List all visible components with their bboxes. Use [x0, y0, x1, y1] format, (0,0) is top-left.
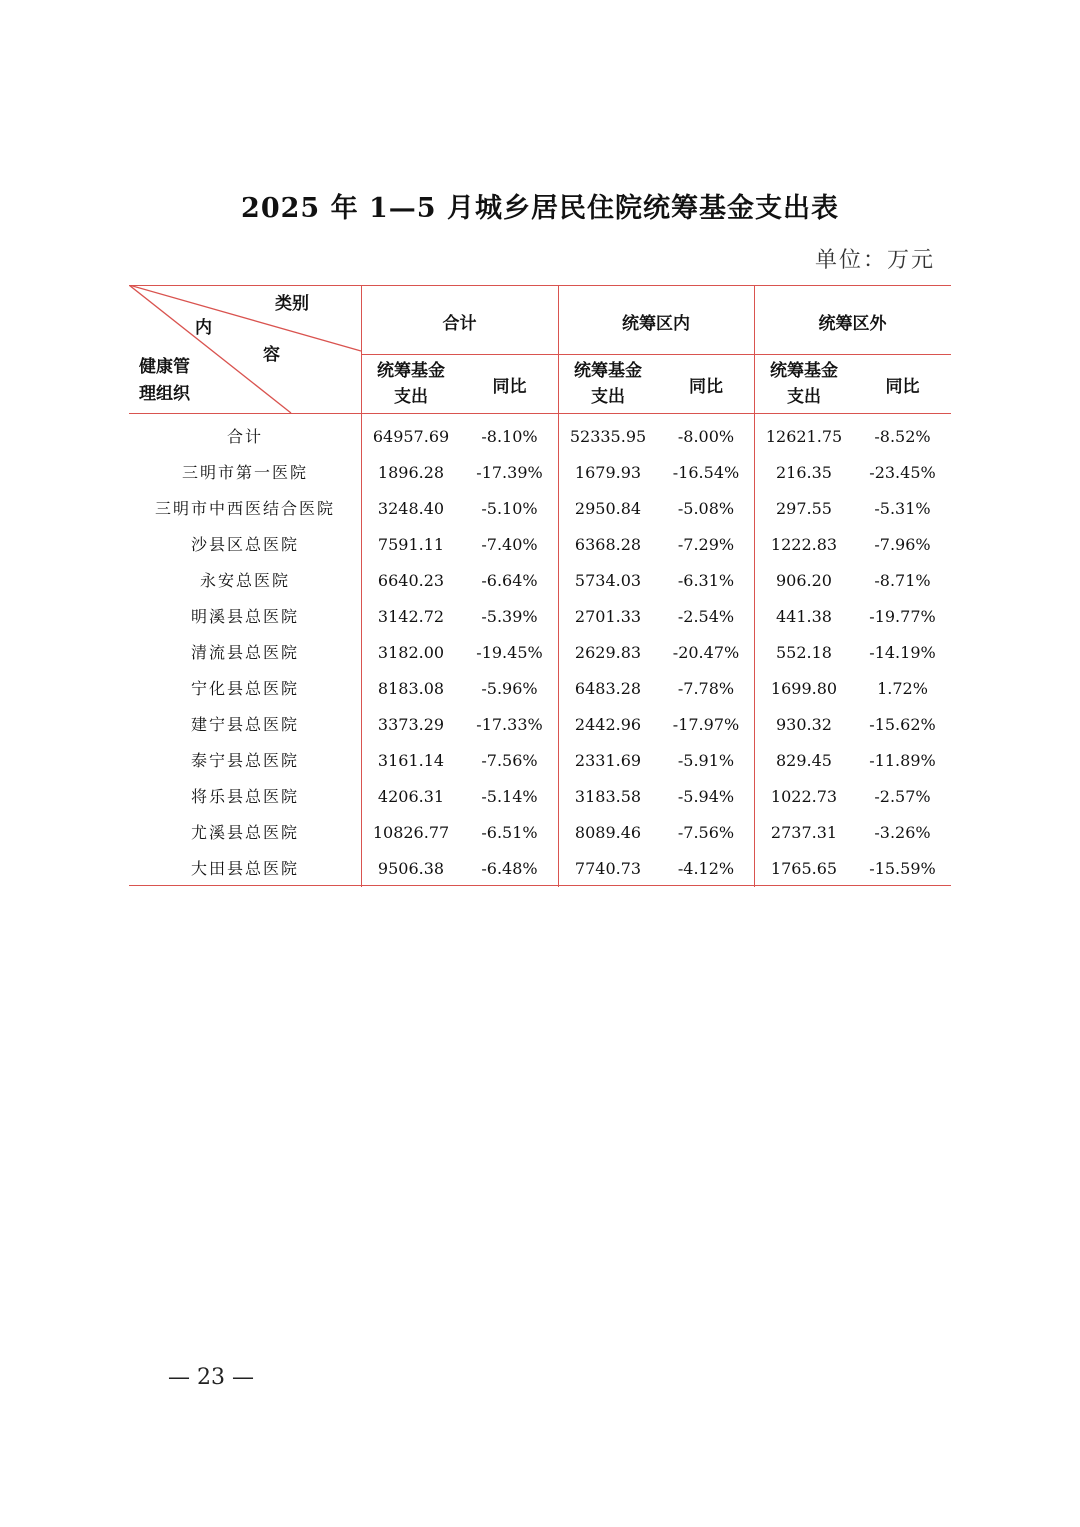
cell-total-expense: 3248.40: [377, 499, 445, 518]
table-row: [129, 707, 951, 743]
cell-inside-expense: 2331.69: [574, 751, 642, 770]
cell-total-expense: 3142.72: [377, 607, 445, 626]
corner-label-nei: 内: [195, 318, 212, 338]
group-header-total: 合计: [442, 314, 477, 334]
row-name: 大田县总医院: [190, 859, 299, 878]
cell-inside-yoy: -16.54%: [672, 463, 740, 482]
cell-total-expense: 4206.31: [377, 787, 445, 806]
cell-total-yoy: -8.10%: [481, 427, 538, 446]
cell-outside-expense: 2737.31: [770, 823, 838, 842]
cell-outside-yoy: -14.19%: [869, 643, 936, 662]
cell-inside-yoy: -7.29%: [677, 535, 735, 554]
unit-label: 单位：万元: [815, 248, 936, 273]
page-title: 2025 年 1—5 月城乡居民住院统筹基金支出表: [241, 193, 839, 224]
cell-inside-expense: 7740.73: [574, 859, 642, 878]
cell-inside-yoy: -5.94%: [677, 787, 735, 806]
row-name: 尤溪县总医院: [190, 823, 299, 842]
cell-outside-expense: 12621.75: [765, 427, 843, 446]
table-row: [129, 563, 951, 599]
cell-total-expense: 1896.28: [377, 463, 445, 482]
cell-outside-expense: 930.32: [776, 715, 832, 734]
cell-outside-expense: 552.18: [776, 643, 832, 662]
cell-inside-yoy: -4.12%: [677, 859, 735, 878]
cell-total-yoy: -5.96%: [481, 679, 538, 698]
cell-total-expense: 64957.69: [372, 427, 450, 446]
row-name: 永安总医院: [199, 571, 290, 590]
cell-total-yoy: -6.48%: [481, 859, 538, 878]
cell-total-expense: 3161.14: [377, 751, 445, 770]
cell-outside-expense: 1699.80: [770, 679, 838, 698]
cell-total-expense: 10826.77: [372, 823, 450, 842]
cell-outside-yoy: -7.96%: [874, 535, 931, 554]
table-row: [129, 635, 951, 671]
cell-outside-yoy: -15.59%: [869, 859, 936, 878]
cell-outside-yoy: -2.57%: [874, 787, 931, 806]
cell-inside-expense: 2701.33: [574, 607, 642, 626]
cell-total-yoy: -17.39%: [476, 463, 543, 482]
cell-inside-yoy: -17.97%: [672, 715, 740, 734]
cell-total-yoy: -5.39%: [481, 607, 538, 626]
corner-label-category: 类别: [275, 294, 309, 314]
cell-inside-yoy: -7.56%: [677, 823, 735, 842]
cell-total-expense: 3373.29: [377, 715, 445, 734]
cell-outside-expense: 906.20: [776, 571, 832, 590]
cell-outside-expense: 1222.83: [770, 535, 838, 554]
cell-inside-expense: 6368.28: [574, 535, 642, 554]
table-row: [129, 527, 951, 563]
table-row: [129, 599, 951, 635]
group-header-inside: 统筹区内: [622, 314, 690, 334]
table-row-total: [129, 419, 951, 455]
row-name: 将乐县总医院: [190, 787, 299, 806]
table-row: [129, 851, 951, 887]
subheader-yoy: 同比: [689, 377, 723, 397]
cell-outside-expense: 829.45: [776, 751, 832, 770]
cell-outside-yoy: -8.71%: [874, 571, 931, 590]
group-header-outside: 统筹区外: [818, 314, 887, 334]
cell-outside-yoy: -15.62%: [869, 715, 936, 734]
subheader-expense-line2: 支出: [787, 387, 821, 407]
cell-inside-yoy: -7.78%: [677, 679, 735, 698]
row-name: 合计: [226, 427, 263, 446]
cell-inside-expense: 6483.28: [574, 679, 642, 698]
page-number: — 23 —: [168, 1365, 254, 1390]
cell-inside-yoy: -8.00%: [677, 427, 735, 446]
cell-total-expense: 9506.38: [377, 859, 445, 878]
row-name: 三明市中西医结合医院: [154, 499, 335, 518]
row-name: 三明市第一医院: [181, 463, 308, 482]
table-row: [129, 491, 951, 527]
cell-total-yoy: -7.56%: [481, 751, 538, 770]
cell-total-yoy: -7.40%: [481, 535, 538, 554]
corner-label-org-line2: 理组织: [139, 384, 190, 404]
cell-total-expense: 3182.00: [377, 643, 445, 662]
cell-outside-yoy: -5.31%: [874, 499, 931, 518]
cell-outside-yoy: -8.52%: [874, 427, 931, 446]
cell-outside-yoy: -3.26%: [874, 823, 931, 842]
cell-inside-expense: 3183.58: [574, 787, 642, 806]
cell-inside-expense: 8089.46: [574, 823, 642, 842]
header-divider: [361, 354, 951, 355]
cell-inside-yoy: -6.31%: [677, 571, 735, 590]
row-name: 明溪县总医院: [190, 607, 299, 626]
subheader-expense-line1: 统筹基金: [574, 361, 642, 381]
cell-inside-expense: 2442.96: [574, 715, 642, 734]
subheader-expense: [361, 358, 461, 410]
subheader-expense: [558, 358, 658, 410]
cell-total-expense: 7591.11: [377, 535, 445, 554]
cell-inside-expense: 1679.93: [574, 463, 642, 482]
cell-outside-yoy: -19.77%: [869, 607, 936, 626]
table-row: [129, 671, 951, 707]
subheader-expense-line2: 支出: [591, 387, 625, 407]
table-row: [129, 743, 951, 779]
row-name: 宁化县总医院: [190, 679, 299, 698]
cell-inside-expense: 2950.84: [574, 499, 642, 518]
cell-inside-yoy: -5.08%: [677, 499, 735, 518]
cell-total-yoy: -5.10%: [481, 499, 538, 518]
cell-inside-yoy: -5.91%: [677, 751, 735, 770]
expense-table: [129, 285, 951, 887]
cell-total-yoy: -19.45%: [476, 643, 543, 662]
cell-total-expense: 8183.08: [377, 679, 445, 698]
cell-inside-yoy: -2.54%: [677, 607, 735, 626]
table-row: [129, 779, 951, 815]
cell-total-yoy: -5.14%: [481, 787, 538, 806]
cell-outside-expense: 216.35: [776, 463, 832, 482]
subheader-expense-line2: 支出: [394, 387, 428, 407]
cell-inside-expense: 5734.03: [574, 571, 642, 590]
table-row: [129, 815, 951, 851]
cell-outside-yoy: 1.72%: [877, 679, 928, 698]
subheader-expense-line1: 统筹基金: [377, 361, 445, 381]
cell-total-yoy: -17.33%: [476, 715, 543, 734]
corner-label-org-line1: 健康管: [139, 357, 190, 377]
cell-total-yoy: -6.64%: [481, 571, 538, 590]
subheader-yoy: 同比: [492, 377, 527, 397]
cell-outside-expense: 1022.73: [770, 787, 838, 806]
subheader-expense-line1: 统筹基金: [770, 361, 838, 381]
cell-outside-expense: 441.38: [776, 607, 832, 626]
subheader-expense: [754, 358, 854, 410]
cell-outside-expense: 297.55: [776, 499, 832, 518]
cell-inside-expense: 2629.83: [574, 643, 642, 662]
cell-total-yoy: -6.51%: [481, 823, 538, 842]
cell-inside-expense: 52335.95: [569, 427, 647, 446]
corner-label-rong: 容: [263, 345, 280, 365]
row-name: 清流县总医院: [190, 643, 299, 662]
row-name: 泰宁县总医院: [190, 751, 299, 770]
row-name: 沙县区总医院: [190, 535, 299, 554]
cell-inside-yoy: -20.47%: [672, 643, 740, 662]
cell-total-expense: 6640.23: [377, 571, 445, 590]
cell-outside-expense: 1765.65: [770, 859, 838, 878]
subheader-yoy: 同比: [885, 377, 920, 397]
cell-outside-yoy: -11.89%: [869, 751, 936, 770]
cell-outside-yoy: -23.45%: [869, 463, 936, 482]
table-row: [129, 455, 951, 491]
row-name: 建宁县总医院: [190, 715, 299, 734]
